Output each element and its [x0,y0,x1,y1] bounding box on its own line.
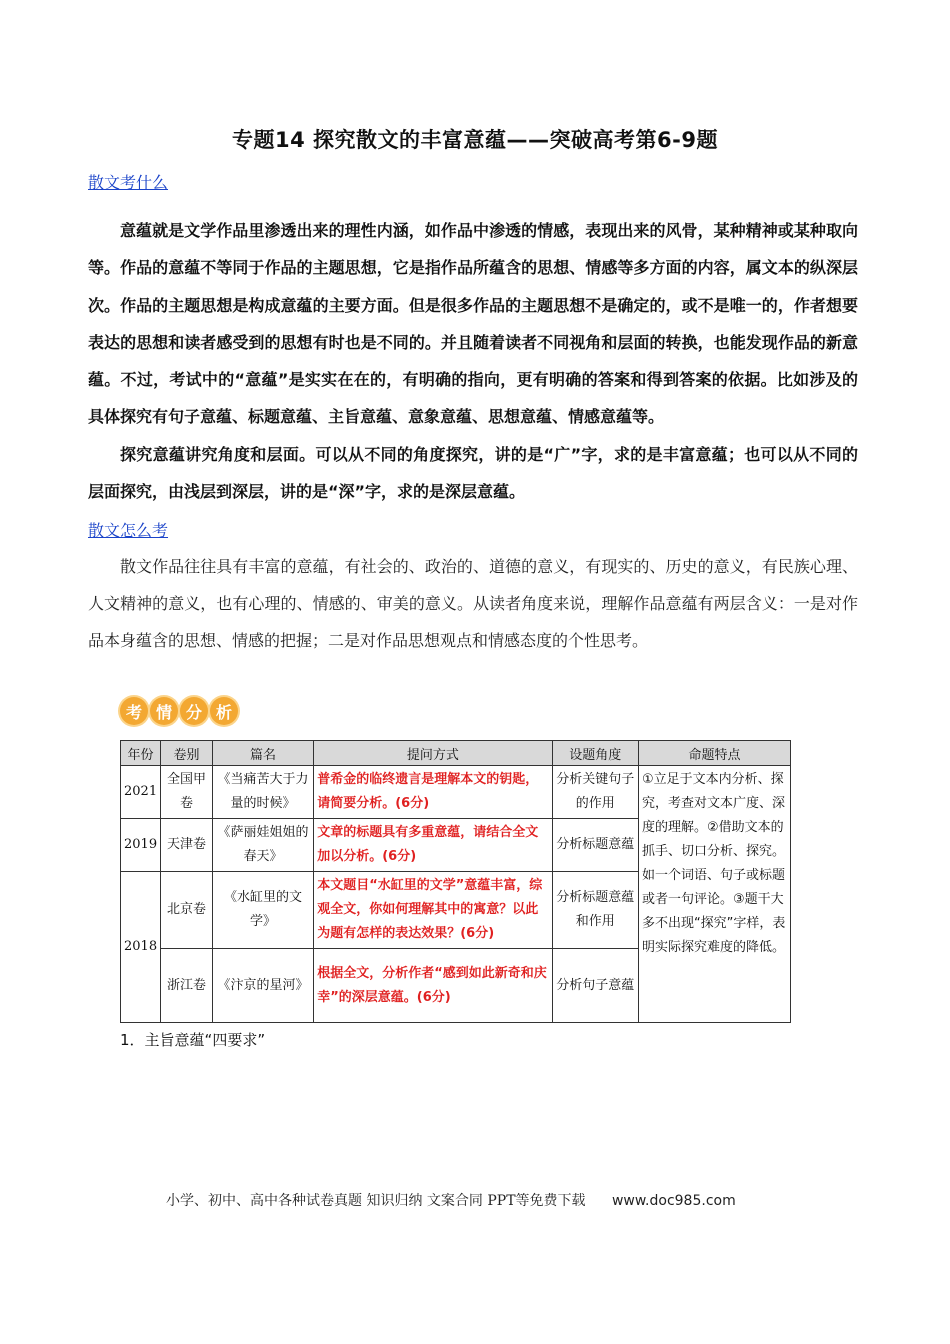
table-header-row [121,741,791,766]
cell-question: 根据全文，分析作者“感到如此新奇和庆幸”的深层意蕴。(6分) [314,949,552,1023]
footer-text: 小学、初中、高中各种试卷真题 知识归纳 文案合同 PPT等免费下载 [166,1193,586,1209]
cell-question: 文章的标题具有多重意蕴，请结合全文加以分析。(6分) [314,819,552,872]
cell-year: 2018 [121,872,161,1023]
cell-article: 《汴京的星河》 [212,949,313,1023]
cell-question: 本文题目“水缸里的文学”意蕴丰富，综观全文，你如何理解其中的寓意？以此为题有怎样的表达效果？(6分) [314,872,552,949]
exam-analysis-table [120,740,791,1023]
cell-article: 《萨丽娃姐姐的春天》 [212,819,313,872]
badge-char: 析 [210,697,238,725]
link-how[interactable]: 散文怎么考 [88,521,169,540]
badge-char: 考 [120,697,148,725]
paragraph: 探究意蕴讲究角度和层面。可以从不同的角度探究，讲的是“广”字，求的是丰富意蕴；也可以从不同的层面探究，由浅层到深层，讲的是“深”字，求的是深层意蕴。 [88,444,858,502]
cell-year: 2019 [121,819,161,872]
link-what[interactable]: 散文考什么 [88,173,169,192]
header-article: 篇名 [212,741,313,766]
cell-angle: 分析标题意蕴和作用 [552,872,638,949]
cell-year: 2021 [121,766,161,819]
page-title: 专题14 探究散文的丰富意蕴——突破高考第6-9题 [232,128,718,152]
cell-angle: 分析标题意蕴 [552,819,638,872]
header-angle: 设题角度 [552,741,638,766]
header-year: 年份 [121,741,161,766]
list-item-heading: 1．主旨意蕴“四要求” [120,1031,266,1049]
badge-char: 情 [150,697,178,725]
header-paper: 卷别 [161,741,213,766]
section2 [88,548,858,659]
cell-angle: 分析关键句子的作用 [552,766,638,819]
badge-char: 分 [180,697,208,725]
table-row [121,766,791,819]
cell-question: 普希金的临终遗言是理解本文的钥匙，请简要分析。(6分) [314,766,552,819]
cell-angle: 分析句子意蕴 [552,949,638,1023]
cell-article: 《水缸里的文学》 [212,872,313,949]
cell-paper: 全国甲卷 [161,766,213,819]
paragraph: 散文作品往往具有丰富的意蕴，有社会的、政治的、道德的意义，有现实的、历史的意义，有民族心理、人文精神的意义，也有心理的、情感的、审美的意义。从读者角度来说，理解作品意蕴有两层含义：一是对作品本身蕴含的思想、情感的把握；二是对作品思想观点和情感态度的个性思考。 [88,557,858,650]
footer-url[interactable]: www.doc985.com [611,1193,736,1209]
cell-article: 《当痛苦大于力量的时候》 [212,766,313,819]
cell-paper: 浙江卷 [161,949,213,1023]
header-features: 命题特点 [638,741,790,766]
cell-paper: 天津卷 [161,819,213,872]
footer [166,1190,736,1210]
cell-paper: 北京卷 [161,872,213,949]
header-question: 提问方式 [314,741,552,766]
section1 [88,212,858,510]
paragraph: 意蕴就是文学作品里渗透出来的理性内涵，如作品中渗透的情感，表现出来的风骨，某种精神或某种取向等。作品的意蕴不等同于作品的主题思想，它是指作品所蕴含的思想、情感等多方面的内容，属文本的纵深层次。作品的主题思想是构成意蕴的主要方面。但是很多作品的主题思想不是确定的，或不是唯一的，作者想要表达的思想和读者感受到的思想有时也是不同的。并且随着读者不同视角和层面的转换，也能发现作品的新意蕴。不过，考试中的“意蕴”是实实在在的，有明确的指向，更有明确的答案和得到答案的依据。比如涉及的具体探究有句子意蕴、标题意蕴、主旨意蕴、意象意蕴、思想意蕴、情感意蕴等。 [88,221,858,427]
exam-analysis-badge [120,695,238,727]
cell-features: ①立足于文本内分析、探究，考查对文本广度、深度的理解。②借助文本的抓手、切口分析、探究。如一个词语、句子或标题或者一句评论。③题干大多不出现“探究”字样，表明实际探究难度的降低。 [638,766,790,1023]
